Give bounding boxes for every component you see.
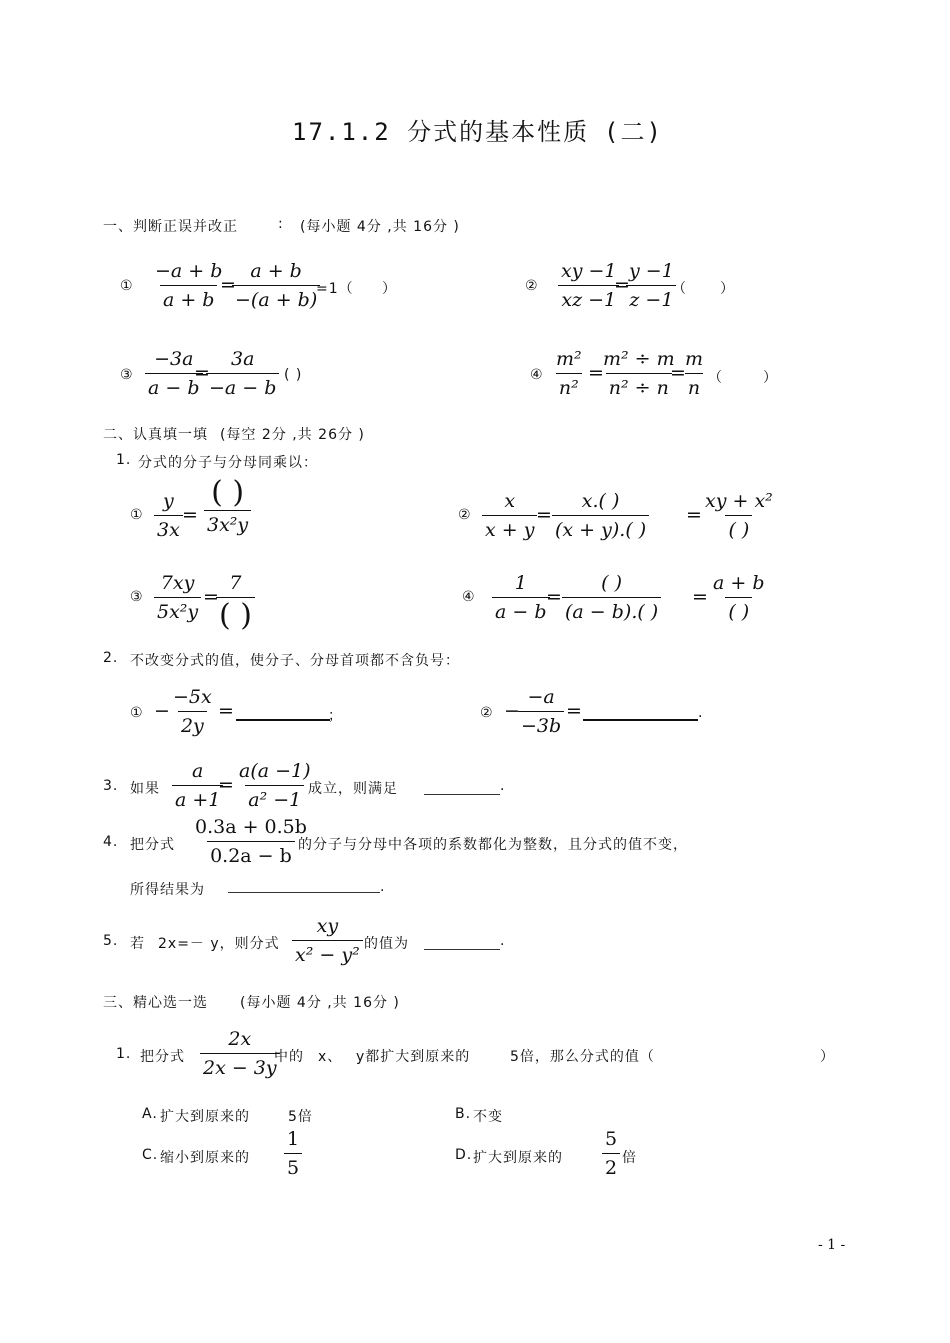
denominator: 5: [284, 1153, 302, 1178]
numerator: x: [504, 490, 516, 512]
option-c-frac[interactable]: [284, 1130, 302, 1178]
s1-item3-tail: ( ): [284, 367, 303, 383]
q1-item1-frac2: [204, 475, 251, 536]
numerator: xy: [316, 915, 339, 937]
numerator: 7xy: [160, 572, 195, 594]
option-c-text[interactable]: 缩小到原来的: [160, 1150, 250, 1166]
q3-answer-blank[interactable]: [424, 778, 500, 795]
q4-text: 的分子与分母中各项的系数都化为整数，且分式的值不变，: [298, 837, 688, 853]
option-d-tail[interactable]: 倍: [622, 1150, 637, 1166]
section3-heading: 三、精心选一选: [103, 995, 208, 1011]
q4-end: .: [380, 879, 386, 895]
denominator: −a − b: [206, 373, 279, 398]
q2-item2-answer-blank[interactable]: [583, 697, 698, 721]
denominator: a − b: [492, 597, 550, 622]
q2-item1-frac: [170, 688, 215, 736]
equals: =: [692, 586, 708, 608]
s1-item4-frac3: [682, 350, 706, 398]
q2-label: 2.: [103, 650, 119, 666]
q3-end: .: [500, 778, 506, 794]
denominator: n: [685, 373, 703, 398]
q1-item3-mark: ③: [130, 589, 144, 605]
q1-item3-frac2: [216, 572, 255, 633]
q4-line2: 所得结果为: [130, 882, 205, 898]
q1-item2-frac2: [552, 492, 649, 540]
page-title: 17.1.2 分式的基本性质: [292, 118, 590, 146]
s3-q1-prefix: 把分式: [140, 1049, 185, 1065]
q4-frac: [192, 818, 310, 866]
s1-item2-frac2: [626, 262, 677, 310]
denominator: a + b: [160, 285, 218, 310]
s1-item4-mark: ④: [530, 367, 544, 383]
equals: =: [686, 504, 702, 526]
denominator: −(a + b): [232, 285, 320, 310]
denominator: (x + y).( ): [552, 515, 649, 540]
denominator: 5x²y: [154, 597, 201, 622]
s1-item1-mark: ①: [120, 278, 134, 294]
numerator: y: [163, 490, 174, 512]
minus-sign: −: [504, 700, 520, 722]
q3-label: 3.: [103, 778, 119, 794]
q1-item2-frac3: [702, 492, 776, 540]
s1-item1-frac1: [152, 262, 225, 310]
denominator: x + y: [482, 515, 537, 540]
q1-item2-frac1: [482, 492, 537, 540]
numerator: 7: [229, 572, 242, 594]
denominator: ( ): [725, 597, 752, 622]
q5-prefix: 若: [130, 936, 145, 952]
denominator-blank: ( ): [216, 597, 255, 629]
section3-score: (每小题 4分 ,共 16分 ): [240, 995, 400, 1011]
denominator: xz −1: [558, 285, 619, 310]
numerator: 5: [605, 1128, 618, 1150]
option-b-text[interactable]: 不变: [473, 1109, 503, 1125]
s3-q1-label: 1.: [116, 1046, 132, 1062]
numerator: a + b: [713, 572, 765, 594]
equals: =: [614, 274, 630, 296]
q4-label: 4.: [103, 834, 119, 850]
option-b-key[interactable]: B.: [455, 1106, 472, 1122]
q5-condition: 2x=－ y，则分式: [158, 936, 280, 952]
denominator: z −1: [626, 285, 676, 310]
numerator: −5x: [173, 686, 212, 708]
s1-item1-close: ）: [382, 281, 397, 297]
q2-item2-mark: ②: [480, 705, 494, 721]
numerator: xy + x²: [705, 490, 773, 512]
option-d-text[interactable]: 扩大到原来的: [473, 1150, 563, 1166]
equals: =: [218, 700, 234, 722]
denominator: x² − y²: [292, 940, 363, 965]
numerator: a(a −1): [239, 760, 311, 782]
equals: =: [220, 274, 236, 296]
s1-item1-tail: =1（: [316, 281, 354, 297]
denominator: a² −1: [245, 785, 304, 810]
numerator: 0.3a + 0.5b: [195, 816, 307, 838]
q2-text: 不改变分式的值，使分子、分母首项都不含负号：: [130, 653, 460, 669]
q1-text: 分式的分子与分母同乘以：: [138, 455, 318, 471]
q5-text: 的值为: [364, 936, 409, 952]
denominator: 2y: [178, 711, 207, 736]
option-d-frac[interactable]: [602, 1130, 620, 1178]
numerator: a: [192, 760, 204, 782]
q5-answer-blank[interactable]: [424, 933, 500, 950]
numerator: a + b: [250, 260, 302, 282]
denominator: −3b: [518, 711, 564, 736]
s3-q1-close: ）: [820, 1049, 835, 1065]
numerator: 1: [287, 1128, 300, 1150]
q2-item1-answer-blank[interactable]: [236, 697, 330, 721]
q2-item2-frac: [518, 688, 564, 736]
section1-colon: :: [278, 216, 284, 232]
q1-item3-frac1: [154, 574, 201, 622]
section1-heading: 一、判断正误并改正: [103, 219, 238, 235]
numerator: m²: [556, 348, 582, 370]
s1-item3-mark: ③: [120, 367, 134, 383]
numerator: x.( ): [581, 490, 620, 512]
q5-label: 5.: [103, 933, 119, 949]
s3-q1-var-x: x、: [318, 1049, 343, 1065]
numerator: 3a: [231, 348, 255, 370]
numerator: 2x: [228, 1028, 252, 1050]
equals: =: [566, 700, 582, 722]
denominator: a − b: [145, 373, 203, 398]
denominator: 0.2a − b: [207, 841, 295, 866]
q3-prefix: 如果: [130, 781, 160, 797]
denominator: 3x²y: [204, 510, 251, 535]
equals: =: [203, 586, 219, 608]
section1-score: (每小题 4分 ,共 16分 ): [300, 219, 460, 235]
s1-item4-frac2: [600, 350, 678, 398]
denominator: (a − b).( ): [562, 597, 661, 622]
q1-item4-frac3: [710, 574, 768, 622]
equals: =: [546, 586, 562, 608]
page-number: - 1 -: [818, 1237, 846, 1253]
q1-item1-frac1: [154, 492, 183, 540]
q1-item4-frac1: [492, 574, 550, 622]
s1-item2-mark: ②: [525, 278, 539, 294]
denominator: n²: [556, 373, 582, 398]
denominator: a +1: [172, 785, 223, 810]
s1-item2-tail: （: [672, 281, 687, 297]
s1-item2-close: ）: [720, 281, 735, 297]
equals: =: [670, 362, 686, 384]
numerator: −3a: [154, 348, 194, 370]
numerator: −a + b: [155, 260, 223, 282]
equals: =: [218, 774, 234, 796]
q4-prefix: 把分式: [130, 837, 175, 853]
q3-frac1: [172, 762, 223, 810]
page-title-suffix: (二): [604, 118, 663, 146]
q3-text: 成立，则满足: [308, 781, 398, 797]
equals: =: [182, 504, 198, 526]
denominator: 2: [602, 1153, 620, 1178]
numerator: −a: [527, 686, 555, 708]
numerator: ( ): [601, 572, 623, 594]
denominator: 3x: [154, 515, 183, 540]
equals: =: [536, 504, 552, 526]
denominator: 2x − 3y: [200, 1053, 280, 1078]
numerator: y −1: [629, 260, 674, 282]
option-a-value[interactable]: 5倍: [288, 1109, 313, 1125]
q5-end: .: [500, 933, 506, 949]
q1-item2-mark: ②: [458, 507, 472, 523]
s3-q1-text-a: 中的: [274, 1049, 304, 1065]
numerator: m: [685, 348, 704, 370]
s1-item4-frac1: [553, 350, 585, 398]
denominator: ( ): [725, 515, 752, 540]
s3-q1-text-b: y都扩大到原来的: [356, 1049, 471, 1065]
q1-item4-frac2: [562, 574, 661, 622]
minus-sign: −: [154, 700, 170, 722]
denominator: n² ÷ n: [606, 373, 672, 398]
s3-q1-five: 5倍，那么分式的值（: [510, 1049, 655, 1065]
q5-frac: [292, 917, 363, 965]
q1-item4-mark: ④: [462, 589, 476, 605]
numerator: m² ÷ m: [603, 348, 675, 370]
numerator: xy −1: [561, 260, 617, 282]
q3-frac2: [236, 762, 314, 810]
s1-item4-close: ）: [763, 370, 778, 386]
q2-item2-end: .: [698, 705, 704, 721]
s3-q1-frac: [200, 1030, 280, 1078]
s1-item4-tail: （: [708, 370, 723, 386]
numerator: 1: [514, 572, 527, 594]
option-a-key[interactable]: A.: [142, 1106, 158, 1122]
q1-item1-mark: ①: [130, 507, 144, 523]
option-c-key[interactable]: C.: [142, 1147, 159, 1163]
option-a-text[interactable]: 扩大到原来的: [160, 1109, 250, 1125]
equals: =: [194, 362, 210, 384]
q2-item1-mark: ①: [130, 705, 144, 721]
q4-answer-blank[interactable]: [228, 876, 380, 893]
numerator-blank: ( ): [211, 475, 245, 510]
equals: =: [588, 362, 604, 384]
q2-item1-end: ；: [328, 708, 343, 724]
s1-item1-frac2: [232, 262, 320, 310]
q1-label: 1.: [116, 452, 132, 468]
section2-score: (每空 2分 ,共 26分 ): [220, 427, 365, 443]
option-d-key[interactable]: D.: [455, 1147, 473, 1163]
s1-item3-frac2: [206, 350, 279, 398]
s1-item2-frac1: [558, 262, 620, 310]
section2-heading: 二、认真填一填: [103, 427, 208, 443]
